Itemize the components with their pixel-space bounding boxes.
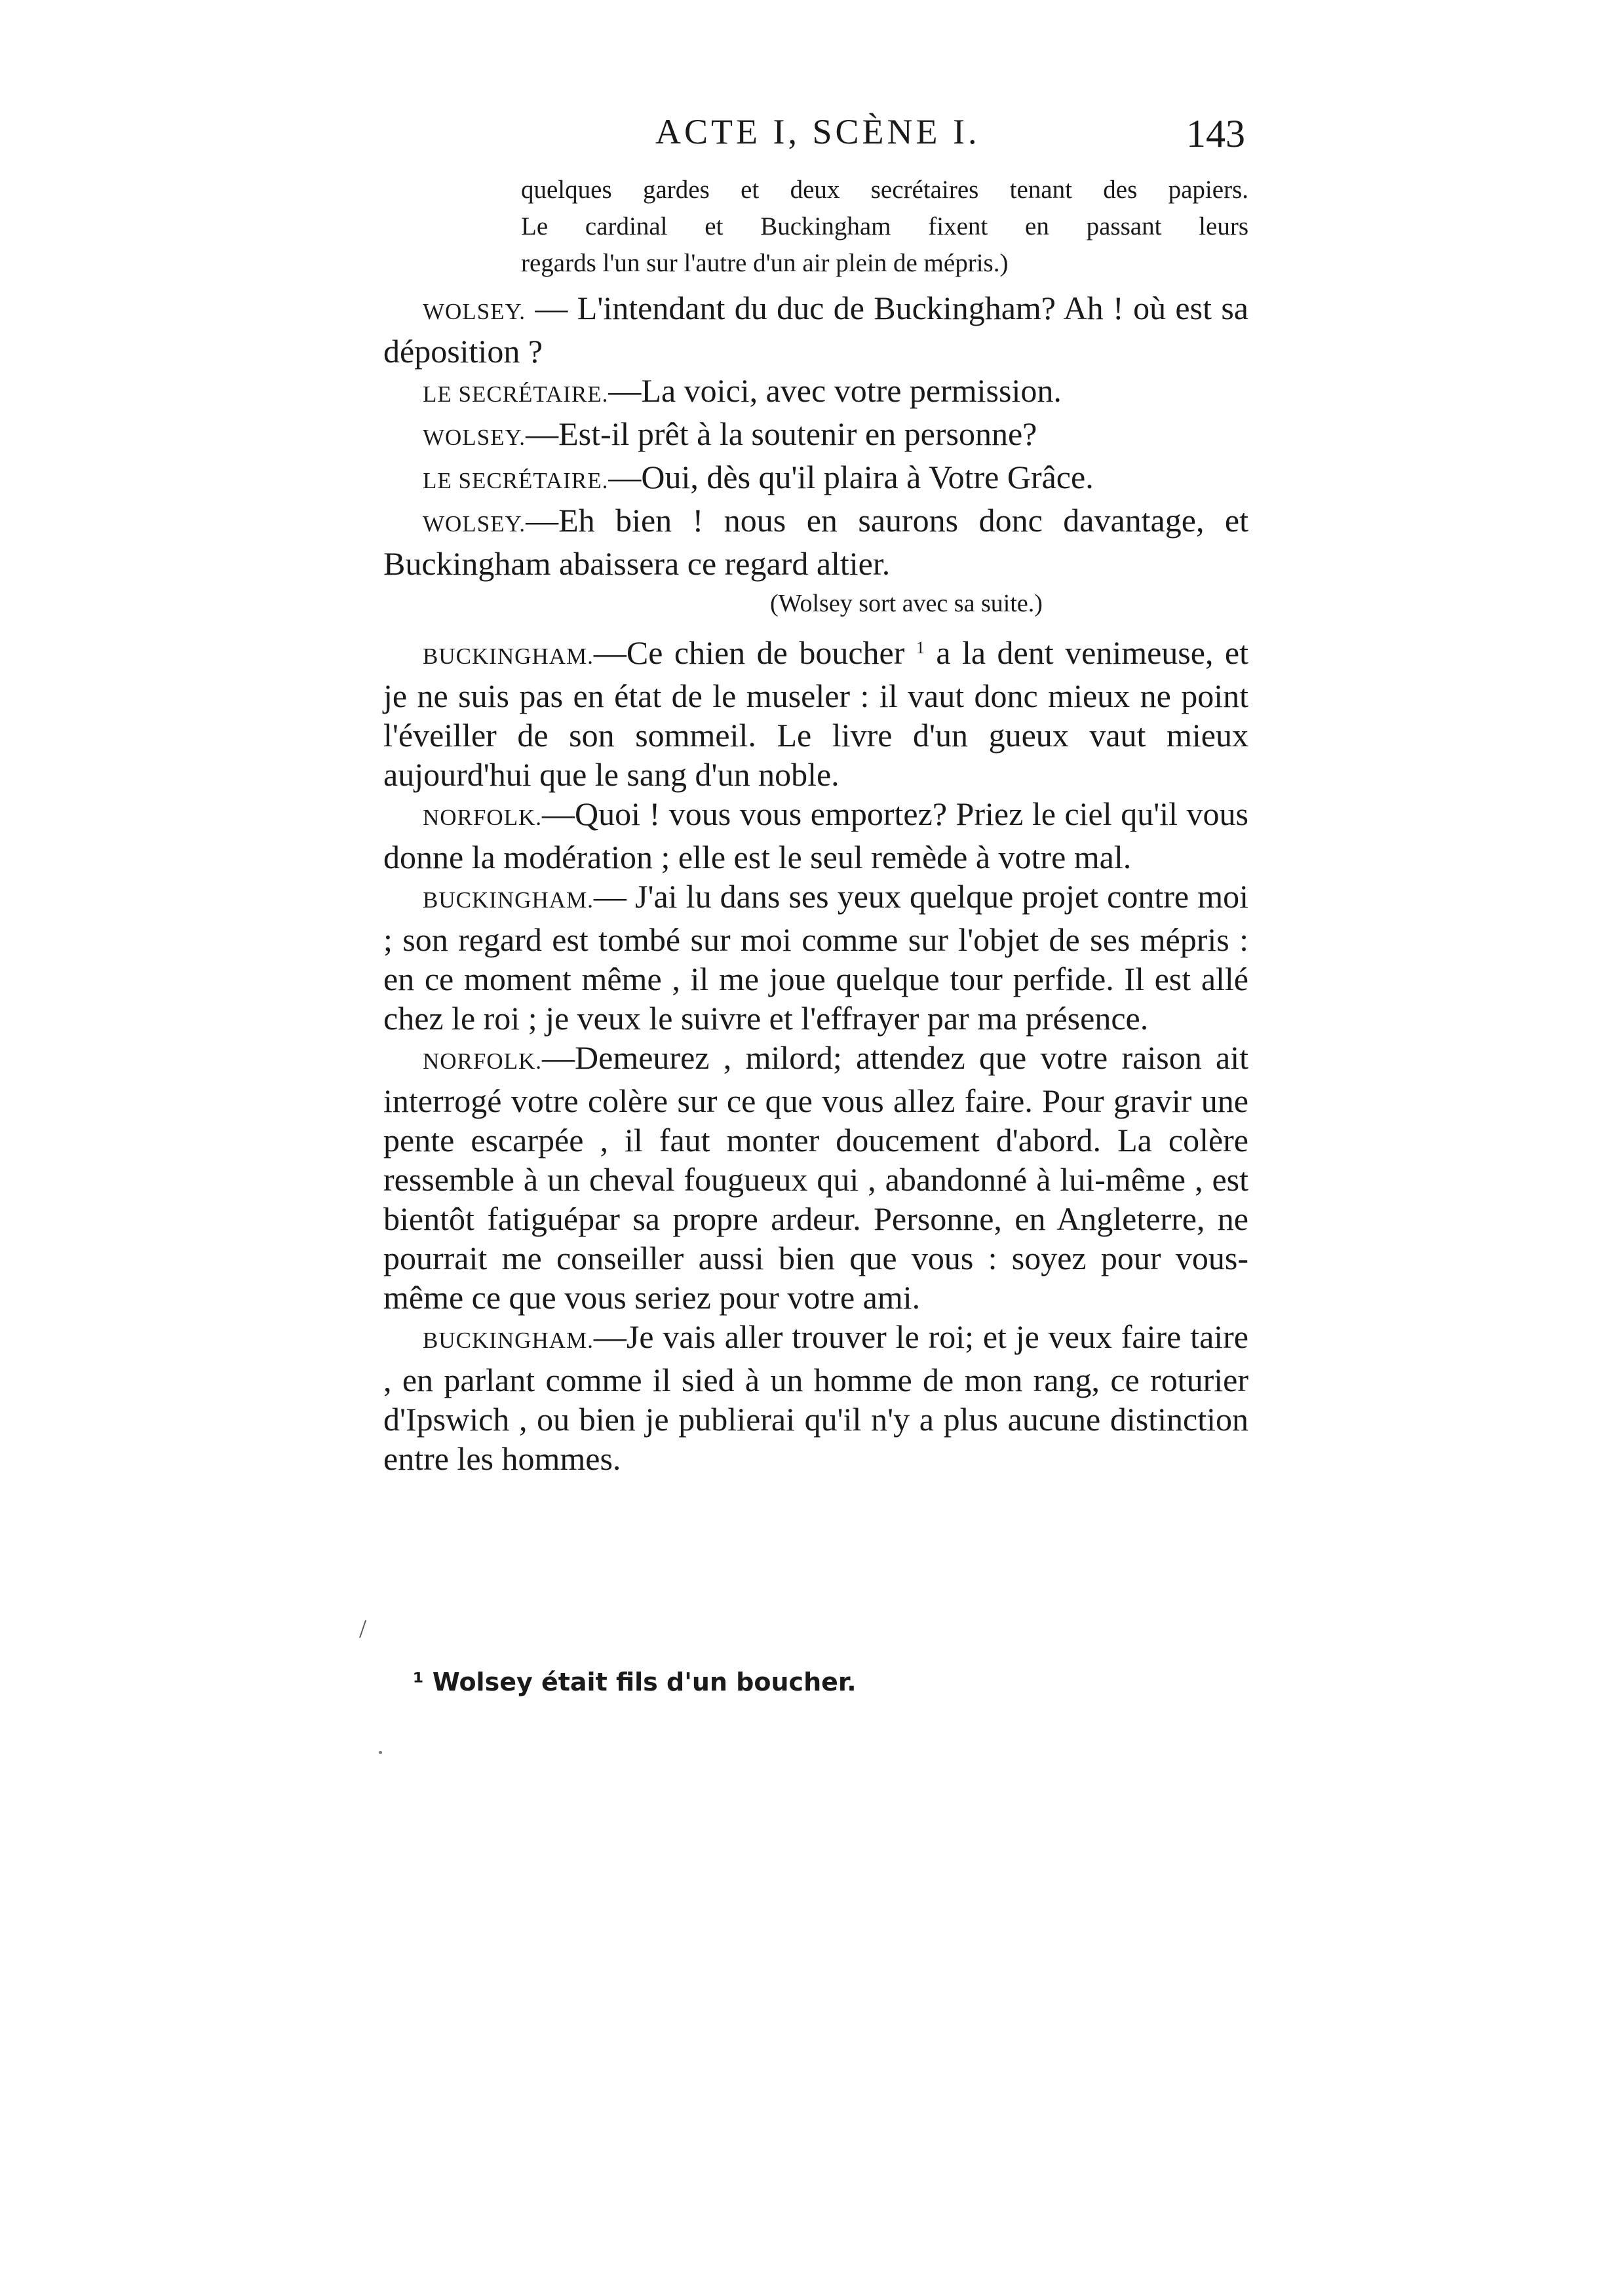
stray-mark: / — [359, 1614, 367, 1643]
speaker-name: NORFOLK. — [423, 805, 543, 830]
speech-text: —Je vais aller trouver le roi; et je veux faire taire , en parlant comme il sied à un homme de mon rang, ce roturier d'Ipswich , ou bien je publierai qu'il n'y a plus aucune distinction entre les hommes. — [383, 1318, 1248, 1477]
speaker-name: WOLSEY. — [423, 299, 526, 324]
footnote-reference: 1 — [916, 638, 925, 657]
speech-text: —La voici, avec votre permission. — [608, 372, 1062, 409]
speaker-name: WOLSEY. — [423, 425, 526, 450]
stage-direction-line: regards l'un sur l'autre d'un air plein de mépris.) — [521, 249, 1009, 277]
speech-secretaire-2 — [383, 457, 1248, 501]
speech-wolsey-2 — [383, 414, 1248, 457]
stage-direction-line: quelques gardes et deux secrétaires tenant des papiers. — [521, 176, 1248, 204]
footnote-mark: ¹ — [413, 1668, 424, 1696]
speech-text: —Est-il prêt à la soutenir en personne? — [526, 415, 1037, 452]
speaker-name: LE SECRÉTAIRE. — [423, 468, 609, 493]
speech-norfolk-1 — [383, 794, 1248, 877]
speech-text: —Ce chien de boucher — [593, 634, 905, 671]
footnote-text: Wolsey était fils d'un boucher. — [423, 1668, 857, 1696]
speech-text: a la dent venimeuse, et je ne suis pas en état de le museler : il vaut donc mieux ne point l'éveiller de son sommeil. Le livre d'un gueux vaut mieux aujourd'hui que le sang d'un noble. — [383, 634, 1249, 793]
speech-wolsey-3 — [383, 501, 1248, 583]
speech-text: —Quoi ! vous vous emportez? Priez le ciel qu'il vous donne la modération ; elle est le seul remède à votre mal. — [383, 795, 1248, 875]
speaker-name: BUCKINGHAM. — [423, 887, 594, 913]
speaker-name: LE SECRÉTAIRE. — [423, 381, 609, 407]
speaker-name: BUCKINGHAM. — [423, 643, 594, 669]
speech-buckingham-3 — [383, 1317, 1248, 1478]
page-header — [655, 111, 1245, 157]
running-head: ACTE I, SCÈNE I. — [655, 112, 980, 151]
stage-direction — [521, 172, 1248, 282]
page-number: 143 — [1186, 112, 1245, 155]
speech-norfolk-2 — [383, 1038, 1248, 1317]
speech-buckingham-2 — [383, 877, 1248, 1038]
ink-speck — [379, 1751, 382, 1754]
speech-text: —Demeurez , milord; attendez que votre raison ait interrogé votre colère sur ce que vous allez faire. Pour gravir une pente escarpée , il faut monter doucement d'abord. La colère ressemble à un cheval fougueux qui , abandonné à lui-même , est bientôt fatiguépar sa propre ardeur. Personne, en Angleterre, ne pourrait me conseiller aussi bien que vous : soyez pour vous-même ce que vous seriez pour votre ami. — [383, 1039, 1248, 1316]
speech-text: — J'ai lu dans ses yeux quelque projet contre moi ; son regard est tombé sur moi comme sur l'objet de ses mépris : en ce moment même , il me joue quelque tour perfide. Il est allé chez le roi ; je veux le suivre et l'effrayer par ma présence. — [383, 878, 1248, 1037]
exit-direction: (Wolsey sort avec sa suite.) — [770, 590, 1043, 617]
speech-text: —Oui, dès qu'il plaira à Votre Grâce. — [608, 459, 1094, 495]
speech-text: —Eh bien ! nous en saurons donc davantage, et Buckingham abaissera ce regard altier. — [383, 502, 1248, 582]
speaker-name: NORFOLK. — [423, 1048, 543, 1074]
dialogue-body — [383, 288, 1248, 1478]
speech-wolsey-1 — [383, 288, 1248, 371]
speech-secretaire-1 — [383, 371, 1248, 414]
speech-buckingham-1 — [383, 633, 1248, 794]
speaker-name: WOLSEY. — [423, 511, 526, 537]
speaker-name: BUCKINGHAM. — [423, 1328, 594, 1353]
speech-text: — L'intendant du duc de Buckingham? Ah ! où est sa déposition ? — [383, 290, 1248, 370]
stage-direction-line: Le cardinal et Buckingham fixent en passant leurs — [521, 212, 1248, 240]
footnote — [413, 1668, 1199, 1696]
